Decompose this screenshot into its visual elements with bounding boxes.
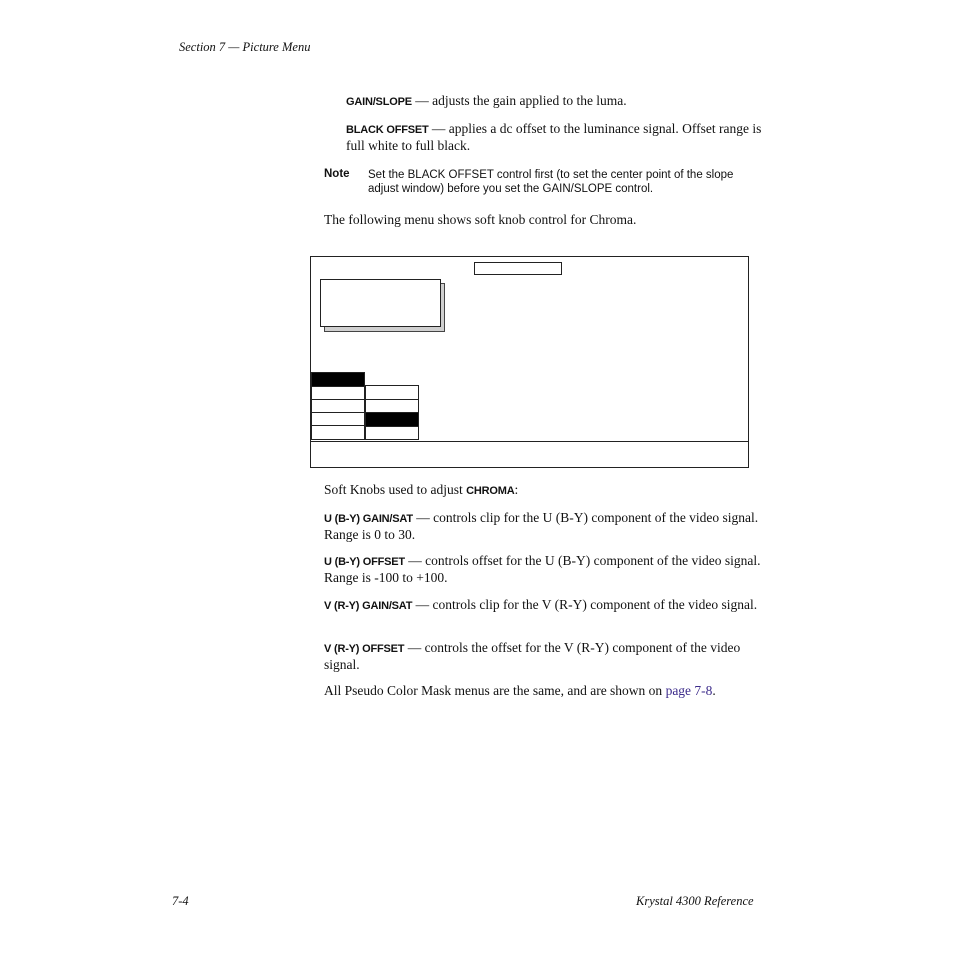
soft-knobs-suffix: : bbox=[514, 482, 519, 497]
definition-gain-slope bbox=[346, 93, 766, 110]
definition-u-gain-sat bbox=[324, 510, 764, 543]
term-v-offset: V (R-Y) OFFSET bbox=[324, 643, 405, 655]
desc-v-gain-sat: — controls clip for the V (R-Y) component of the video signal. bbox=[412, 597, 758, 612]
menu-cell-left-1 bbox=[311, 372, 365, 387]
page-number: 7-4 bbox=[172, 894, 189, 908]
soft-knobs-line bbox=[324, 482, 764, 499]
page-reference-link[interactable]: page 7-8 bbox=[665, 683, 713, 698]
menu-cell-right-2 bbox=[365, 399, 419, 413]
definition-v-gain-sat bbox=[324, 597, 764, 614]
desc-v-offset: — controls the offset for the V (R-Y) component of the video signal. bbox=[324, 640, 741, 672]
term-gain-slope: GAIN/SLOPE bbox=[346, 96, 412, 108]
definition-v-offset bbox=[324, 640, 764, 673]
definition-u-offset bbox=[324, 553, 764, 586]
desc-u-offset: — controls offset for the U (B-Y) component of the video signal. Range is -100 to +100. bbox=[324, 553, 761, 585]
closing-text: All Pseudo Color Mask menus are the same, and are shown on bbox=[324, 683, 666, 698]
note-text: Set the BLACK OFFSET control first (to set the center point of the slope adjust window) before you set the GAIN/SLOPE control. bbox=[368, 169, 734, 195]
menu-cell-right-3 bbox=[365, 412, 419, 427]
term-u-offset: U (B-Y) OFFSET bbox=[324, 556, 405, 568]
term-chroma: CHROMA bbox=[466, 485, 515, 497]
menu-title-box bbox=[474, 262, 562, 275]
term-u-gain-sat: U (B-Y) GAIN/SAT bbox=[324, 513, 413, 525]
menu-status-divider bbox=[310, 441, 748, 442]
term-black-offset: BLACK OFFSET bbox=[346, 124, 429, 136]
menu-cell-left-3 bbox=[311, 399, 365, 413]
closing-sentence bbox=[324, 683, 764, 699]
intro-chroma: The following menu shows soft knob control for Chroma. bbox=[324, 212, 637, 227]
soft-knobs-prefix: Soft Knobs used to adjust bbox=[324, 482, 467, 497]
closing-end: . bbox=[712, 683, 716, 698]
book-title: Krystal 4300 Reference bbox=[636, 894, 754, 908]
menu-cell-right-4 bbox=[365, 426, 419, 440]
note-label: Note bbox=[324, 168, 350, 180]
desc-u-gain-sat: — controls clip for the U (B-Y) component of the video signal. Range is 0 to 30. bbox=[324, 510, 759, 542]
desc-black-offset: — applies a dc offset to the luminance signal. Offset range is full white to full black. bbox=[346, 121, 762, 153]
menu-cell-right-1 bbox=[365, 385, 419, 400]
menu-panel bbox=[320, 279, 441, 327]
desc-gain-slope: — adjusts the gain applied to the luma. bbox=[411, 93, 627, 108]
menu-cell-left-4 bbox=[311, 412, 365, 426]
term-v-gain-sat: V (R-Y) GAIN/SAT bbox=[324, 600, 413, 612]
running-head: Section 7 — Picture Menu bbox=[179, 40, 311, 54]
menu-cell-left-2 bbox=[311, 386, 365, 400]
definition-black-offset bbox=[346, 121, 766, 154]
menu-cell-left-5 bbox=[311, 425, 365, 440]
